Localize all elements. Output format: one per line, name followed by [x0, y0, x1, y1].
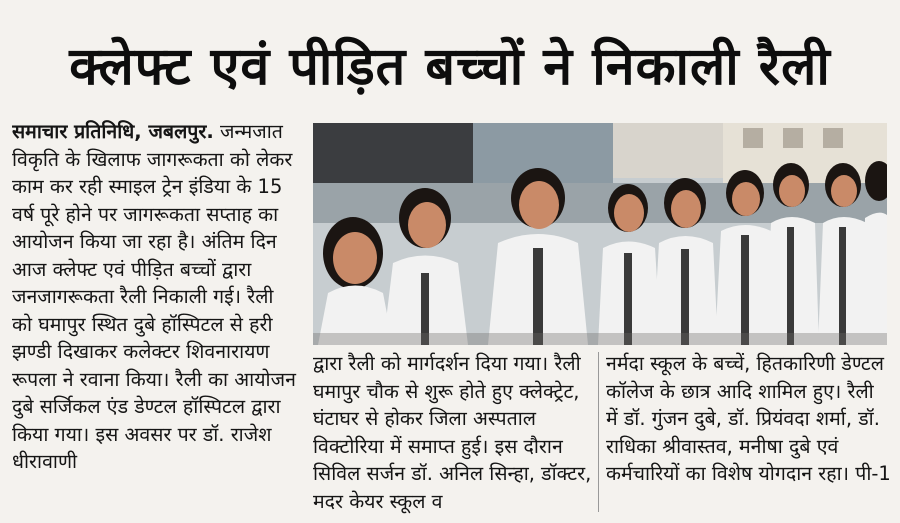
column-divider	[598, 352, 599, 512]
article-column-2	[313, 350, 593, 515]
article-column-3	[606, 350, 891, 515]
column-1-text: जन्मजात विकृति के खिलाफ जागरूकता को लेकर काम कर रही स्माइल ट्रेन इंडिया के 15 वर्ष पूरे होने पर जागरूकता सप्ताह का आयोजन किया जा रहा है। अंतिम दिन आज क्लेफ्ट एवं पीड़ित बच्चों द्वारा जनजागरूकता रैली निकाली गई। रैली को घमापुर स्थित दुबे हॉस्पिटल से हरी झण्डी दिखाकर कलेक्टर शिवनारायण रूपला ने रवाना किया। रैली का आयोजन दुबे सर्जिकल एंड डेण्टल हॉस्पिटल द्वारा किया गया। इस अवसर पर डॉ. राजेश धीरावाणी	[12, 120, 296, 473]
headline: क्लेफ्ट एवं पीड़ित बच्चों ने निकाली रैली	[69, 37, 831, 97]
column-3-text: नर्मदा स्कूल के बच्चें, हितकारिणी डेण्टल कॉलेज के छात्र आदि शामिल हुए। रैली में डॉ. गुंजन दुबे, डॉ. प्रियंवदा शर्मा, डॉ. राधिका श्रीवास्तव, मनीषा दुबे एवं कर्मचारियों का विशेष योगदान रहा। पी-1	[606, 352, 891, 485]
article-column-1	[12, 118, 297, 518]
column-2-text: द्वारा रैली को मार्गदर्शन दिया गया। रैली घमापुर चौक से शुरू होते हुए क्लेक्ट्रेट, घंटाघर से होकर जिला अस्पताल विक्टोरिया में समाप्त हुई। इस दौरान सिविल सर्जन डॉ. अनिल सिन्हा, डॉक्टर, मदर केयर स्कूल व	[313, 352, 592, 513]
rally-photo-illustration	[313, 123, 887, 345]
rally-photo	[313, 123, 887, 345]
dateline: समाचार प्रतिनिधि, जबलपुर.	[12, 120, 214, 143]
